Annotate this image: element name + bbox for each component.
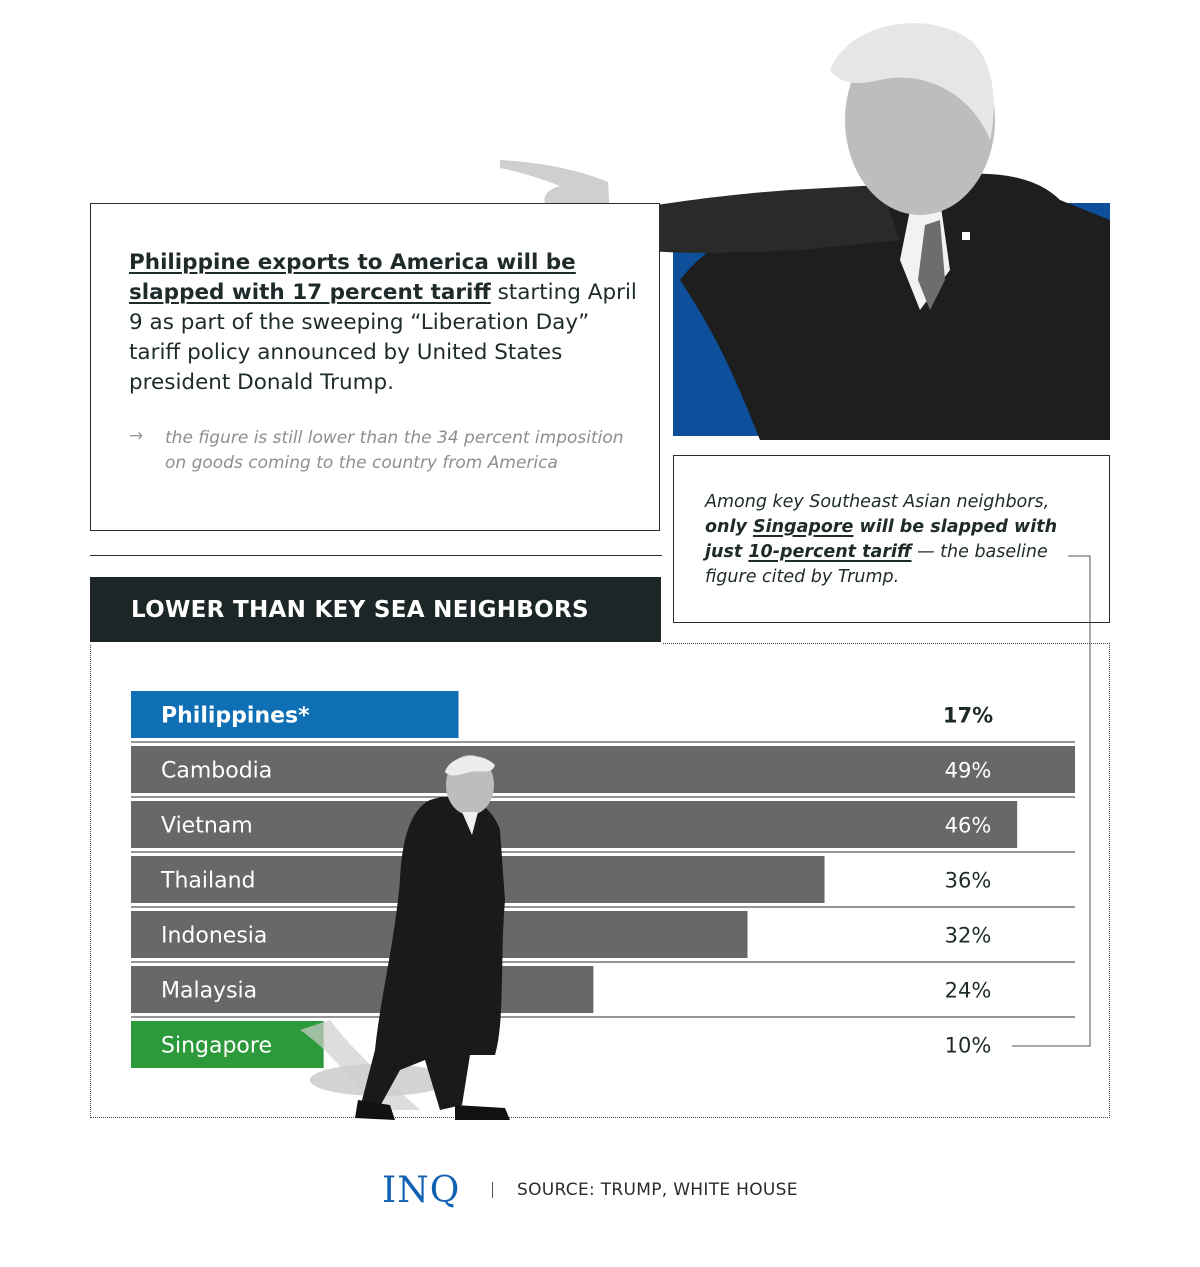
value-label: 32%: [944, 923, 992, 948]
value-label: 49%: [944, 758, 992, 783]
category-label: Malaysia: [161, 978, 258, 1004]
chart-rows: [131, 691, 1075, 1068]
value-label: 46%: [944, 813, 992, 838]
intro-headline: Philippine exports to America will be slapped with 17 percent tariff: [129, 250, 576, 305]
bar-cambodia: [131, 746, 1075, 793]
bar-vietnam: [131, 801, 1017, 848]
source-credit: SOURCE: TRUMP, WHITE HOUSE: [517, 1180, 798, 1200]
category-label: Philippines*: [161, 703, 310, 729]
chart-title: LOWER THAN KEY SEA NEIGHBORS: [90, 577, 661, 644]
callout-emphasis: only: [705, 517, 753, 537]
intro-note: the figure is still lower than the 34 percent imposition on goods coming to the country from America: [165, 428, 624, 473]
inq-logo: INQ: [382, 1170, 461, 1211]
callout-tariff: 10-percent tariff: [748, 542, 912, 562]
category-label: Thailand: [161, 868, 256, 894]
footer-separator: [492, 1182, 493, 1198]
intro-body: starting April 9 as part of the sweeping “Liberation Day” tariff policy announced by United States president Donald Trump.: [129, 280, 637, 395]
category-label: Singapore: [161, 1033, 272, 1059]
value-label: 24%: [944, 978, 992, 1003]
category-label: Cambodia: [161, 758, 273, 784]
callout-emphasis: will be slapped with just: [705, 517, 1058, 562]
callout-connector-line: [1012, 556, 1090, 1046]
category-label: Indonesia: [161, 923, 268, 949]
value-label: 36%: [944, 868, 992, 893]
value-label: 10%: [944, 1033, 992, 1058]
callout-country: Singapore: [752, 517, 854, 537]
callout-text-part: Among key Southeast Asian neighbors,: [705, 492, 1050, 512]
value-label: 17%: [942, 703, 994, 728]
category-label: Vietnam: [161, 813, 253, 839]
arrow-right-icon: →: [129, 426, 144, 446]
callout-text-part: — the baseline figure cited by Trump.: [705, 542, 1048, 587]
